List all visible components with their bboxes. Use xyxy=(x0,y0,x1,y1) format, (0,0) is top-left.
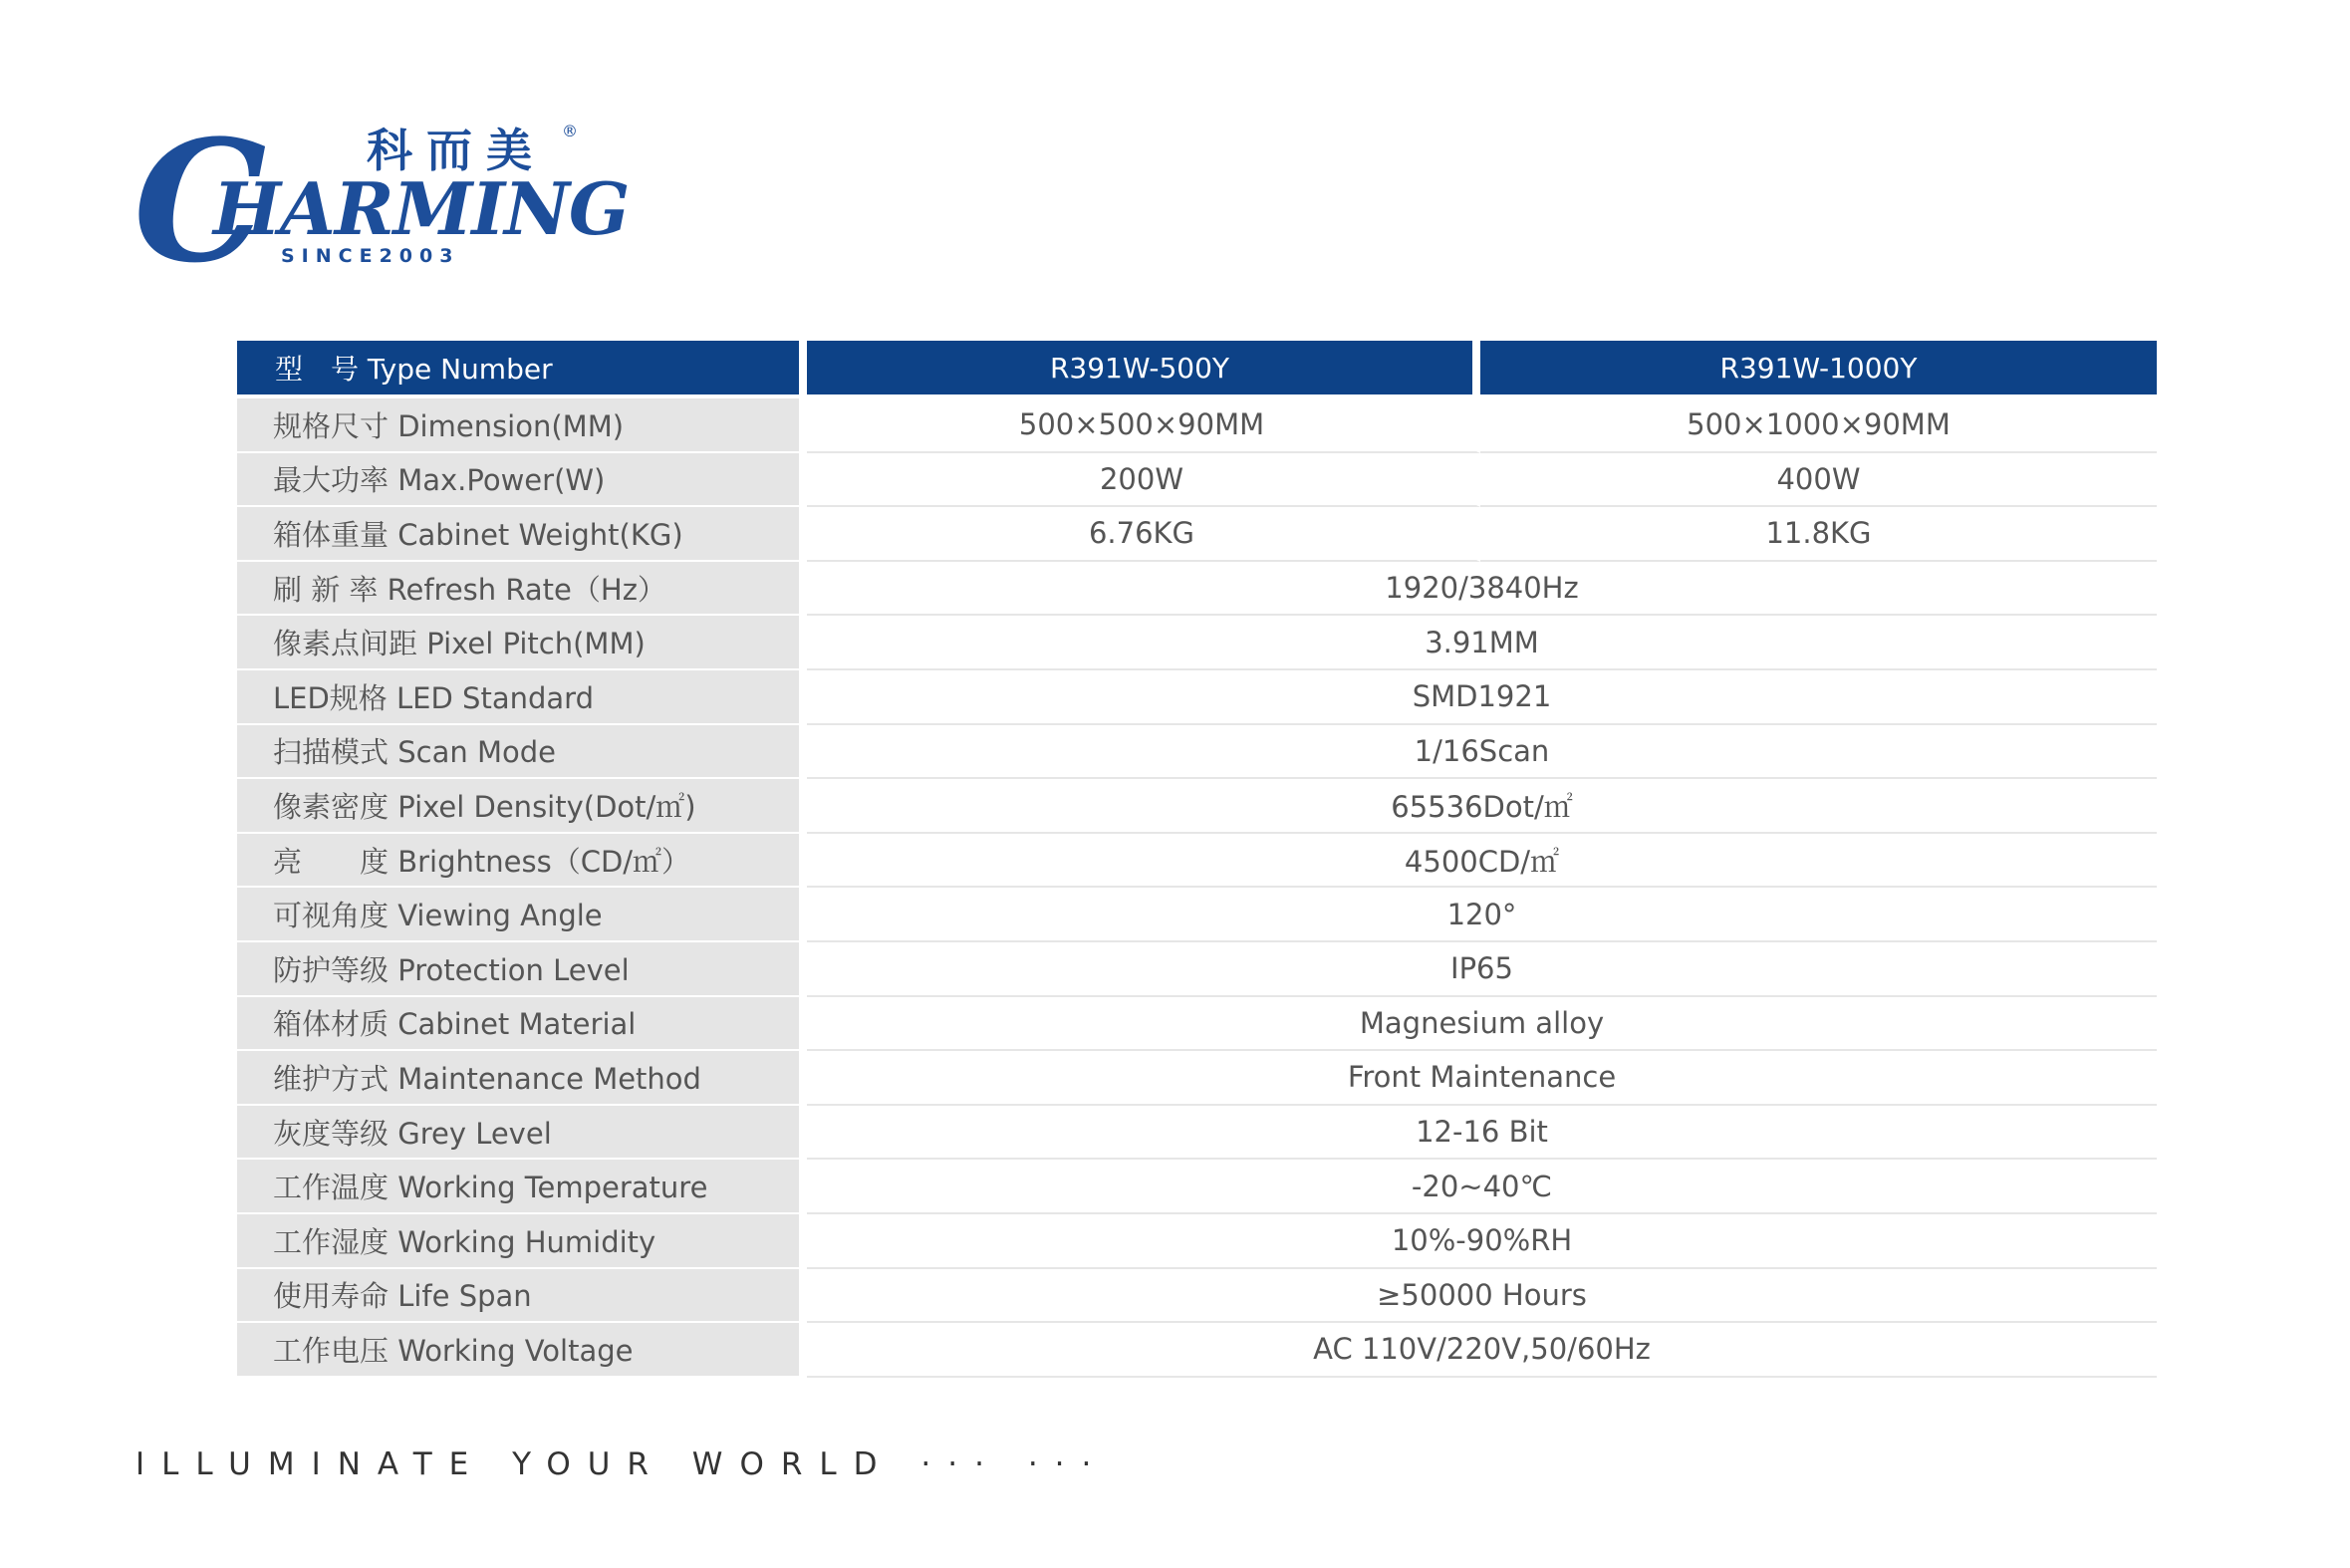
row-label: 使用寿命 Life Span xyxy=(237,1269,807,1324)
row-value-shared: 65536Dot/㎡ xyxy=(807,779,2157,834)
table-row xyxy=(237,834,2157,889)
row-label: 工作温度 Working Temperature xyxy=(237,1160,807,1214)
row-value-model-b: 400W xyxy=(1480,453,2157,508)
row-label: 工作电压 Working Voltage xyxy=(237,1323,807,1378)
row-label: 工作湿度 Working Humidity xyxy=(237,1214,807,1269)
row-value-shared: 4500CD/㎡ xyxy=(807,834,2157,889)
row-value-shared: Front Maintenance xyxy=(807,1051,2157,1106)
row-label: 最大功率 Max.Power(W) xyxy=(237,453,807,508)
row-label: 像素点间距 Pixel Pitch(MM) xyxy=(237,616,807,670)
row-value-model-b: 500×1000×90MM xyxy=(1480,398,2157,453)
table-row xyxy=(237,1269,2157,1324)
table-row xyxy=(237,562,2157,617)
row-value-model-a: 500×500×90MM xyxy=(807,398,1480,453)
header-type-number: 型 号 Type Number xyxy=(237,341,807,398)
header-model-a: R391W-500Y xyxy=(807,341,1480,398)
row-value-shared: 12-16 Bit xyxy=(807,1106,2157,1161)
table-row xyxy=(237,1106,2157,1161)
row-value-shared: IP65 xyxy=(807,942,2157,997)
table-row xyxy=(237,942,2157,997)
row-label: 灰度等级 Grey Level xyxy=(237,1106,807,1161)
company-logo xyxy=(133,103,630,300)
table-row xyxy=(237,670,2157,725)
row-value-shared: ≥50000 Hours xyxy=(807,1269,2157,1324)
row-value-model-a: 6.76KG xyxy=(807,507,1480,562)
table-row xyxy=(237,1160,2157,1214)
row-label: 维护方式 Maintenance Method xyxy=(237,1051,807,1106)
row-value-shared: 3.91MM xyxy=(807,616,2157,670)
table-row xyxy=(237,997,2157,1052)
row-value-model-a: 200W xyxy=(807,453,1480,508)
registered-mark: ® xyxy=(562,122,578,140)
table-row xyxy=(237,1051,2157,1106)
spec-table-body xyxy=(237,398,2157,1378)
logo-chinese-name: 科而美 xyxy=(367,124,546,177)
table-header-row xyxy=(237,341,2157,398)
logo-letter-c: C xyxy=(133,103,263,300)
table-row xyxy=(237,888,2157,942)
table-row xyxy=(237,398,2157,453)
logo-since-text: SINCE2003 xyxy=(281,245,460,267)
row-label: 亮 度 Brightness（CD/㎡） xyxy=(237,834,807,889)
row-value-shared: 120° xyxy=(807,888,2157,942)
row-value-model-b: 11.8KG xyxy=(1480,507,2157,562)
row-value-shared: AC 110V/220V,50/60Hz xyxy=(807,1323,2157,1378)
table-row xyxy=(237,725,2157,780)
table-row xyxy=(237,453,2157,508)
row-value-shared: SMD1921 xyxy=(807,670,2157,725)
table-row xyxy=(237,1214,2157,1269)
row-label: 防护等级 Protection Level xyxy=(237,942,807,997)
table-row xyxy=(237,779,2157,834)
row-label: 像素密度 Pixel Density(Dot/㎡) xyxy=(237,779,807,834)
spec-table xyxy=(237,341,2157,1378)
row-value-shared: -20~40℃ xyxy=(807,1160,2157,1214)
row-value-shared: 1/16Scan xyxy=(807,725,2157,780)
table-row xyxy=(237,1323,2157,1378)
row-label: LED规格 LED Standard xyxy=(237,670,807,725)
row-value-shared: 10%-90%RH xyxy=(807,1214,2157,1269)
header-model-b: R391W-1000Y xyxy=(1480,341,2157,398)
row-label: 规格尺寸 Dimension(MM) xyxy=(237,398,807,453)
row-label: 扫描模式 Scan Mode xyxy=(237,725,807,780)
row-label: 可视角度 Viewing Angle xyxy=(237,888,807,942)
row-label: 箱体重量 Cabinet Weight(KG) xyxy=(237,507,807,562)
row-label: 箱体材质 Cabinet Material xyxy=(237,997,807,1052)
logo-wordmark: HARMING xyxy=(213,166,630,251)
table-row xyxy=(237,616,2157,670)
slogan: ILLUMINATE YOUR WORLD ··· ··· xyxy=(135,1446,1109,1482)
table-row xyxy=(237,507,2157,562)
row-label: 刷 新 率 Refresh Rate（Hz） xyxy=(237,562,807,617)
row-value-shared: 1920/3840Hz xyxy=(807,562,2157,617)
row-value-shared: Magnesium alloy xyxy=(807,997,2157,1052)
